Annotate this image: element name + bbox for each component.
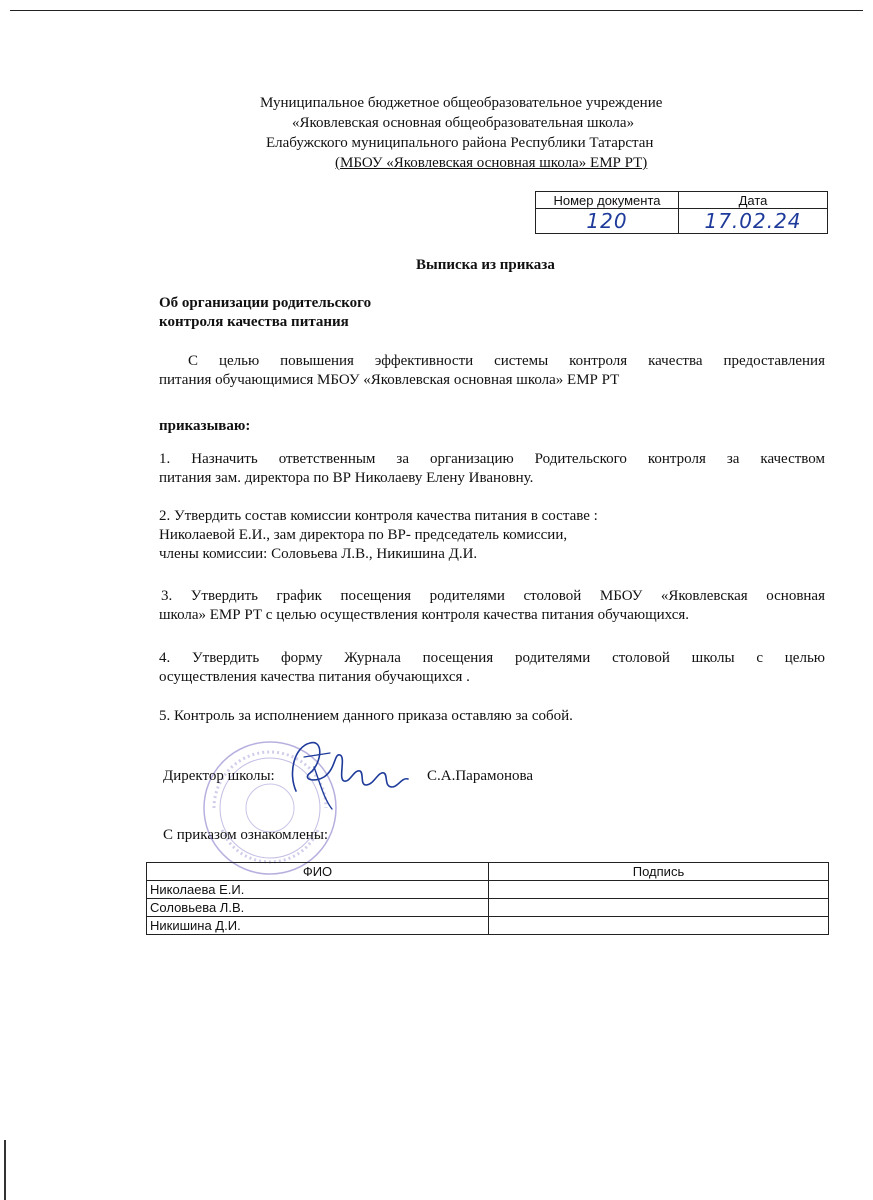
header-line-4: (МБОУ «Яковлевская основная школа» ЕМР РТ): [335, 155, 648, 171]
ack-header-name: ФИО: [147, 863, 489, 881]
ack-sign-cell: [489, 917, 829, 935]
subject-line-1: Об организации родительского: [159, 295, 372, 311]
intro-line-2: питания обучающимися МБОУ «Яковлевская основная школа» ЕМР РТ: [159, 372, 620, 388]
header-line-2: «Яковлевская основная общеобразовательная школа»: [292, 115, 635, 131]
ack-name-cell: Соловьева Л.В.: [147, 899, 489, 917]
table-row: [147, 899, 829, 917]
director-signature-image: [284, 733, 414, 813]
table-row: [147, 917, 829, 935]
ack-sign-cell: [489, 881, 829, 899]
order-word: приказываю:: [159, 418, 251, 434]
director-position: Директор школы:: [163, 768, 275, 784]
item-4-line-1: 4. Утвердить форму Журнала посещения родителями столовой школы с целью: [159, 650, 825, 666]
doc-number-header: Номер документа: [536, 192, 679, 209]
doc-date-header: Дата: [679, 192, 828, 209]
top-border-line: [10, 10, 863, 11]
header-line-3: Елабужского муниципального района Республики Татарстан: [266, 135, 654, 151]
doc-date-value: 17.02.24: [679, 209, 828, 234]
subject-line-2: контроля качества питания: [159, 314, 349, 330]
doc-number-value: 120: [536, 209, 679, 234]
document-number-table: [535, 191, 828, 234]
ack-name-cell: Никишина Д.И.: [147, 917, 489, 935]
ack-name-cell: Николаева Е.И.: [147, 881, 489, 899]
item-1-line-1: 1. Назначить ответственным за организацию Родительского контроля за качеством: [159, 451, 825, 467]
ack-header-sign: Подпись: [489, 863, 829, 881]
intro-line-1: С целью повышения эффективности системы контроля качества предоставления: [188, 353, 825, 369]
item-2-line-2: Николаевой Е.И., зам директора по ВР- председатель комиссии,: [159, 527, 568, 543]
document-title: Выписка из приказа: [416, 257, 555, 273]
acknowledgement-table: [146, 862, 829, 935]
header-line-1: Муниципальное бюджетное общеобразовательное учреждение: [260, 95, 663, 111]
item-2-line-1: 2. Утвердить состав комиссии контроля качества питания в составе :: [159, 508, 598, 524]
item-3-line-2: школа» ЕМР РТ с целью осуществления контроля качества питания обучающихся.: [159, 607, 690, 623]
item-3-line-1: 3. Утвердить график посещения родителями столовой МБОУ «Яковлевская основная: [161, 588, 825, 604]
director-name: С.А.Парамонова: [427, 768, 534, 784]
table-row: [147, 881, 829, 899]
item-4-line-2: осуществления качества питания обучающихся .: [159, 669, 470, 685]
ack-sign-cell: [489, 899, 829, 917]
acknowledged-label: С приказом ознакомлены:: [163, 827, 329, 843]
scan-edge-mark: [4, 1140, 6, 1200]
item-2-line-3: члены комиссии: Соловьева Л.В., Никишина Д.И.: [159, 546, 478, 562]
item-1-line-2: питания зам. директора по ВР Николаеву Елену Ивановну.: [159, 470, 534, 486]
item-5-line-1: 5. Контроль за исполнением данного приказа оставляю за собой.: [159, 708, 573, 724]
